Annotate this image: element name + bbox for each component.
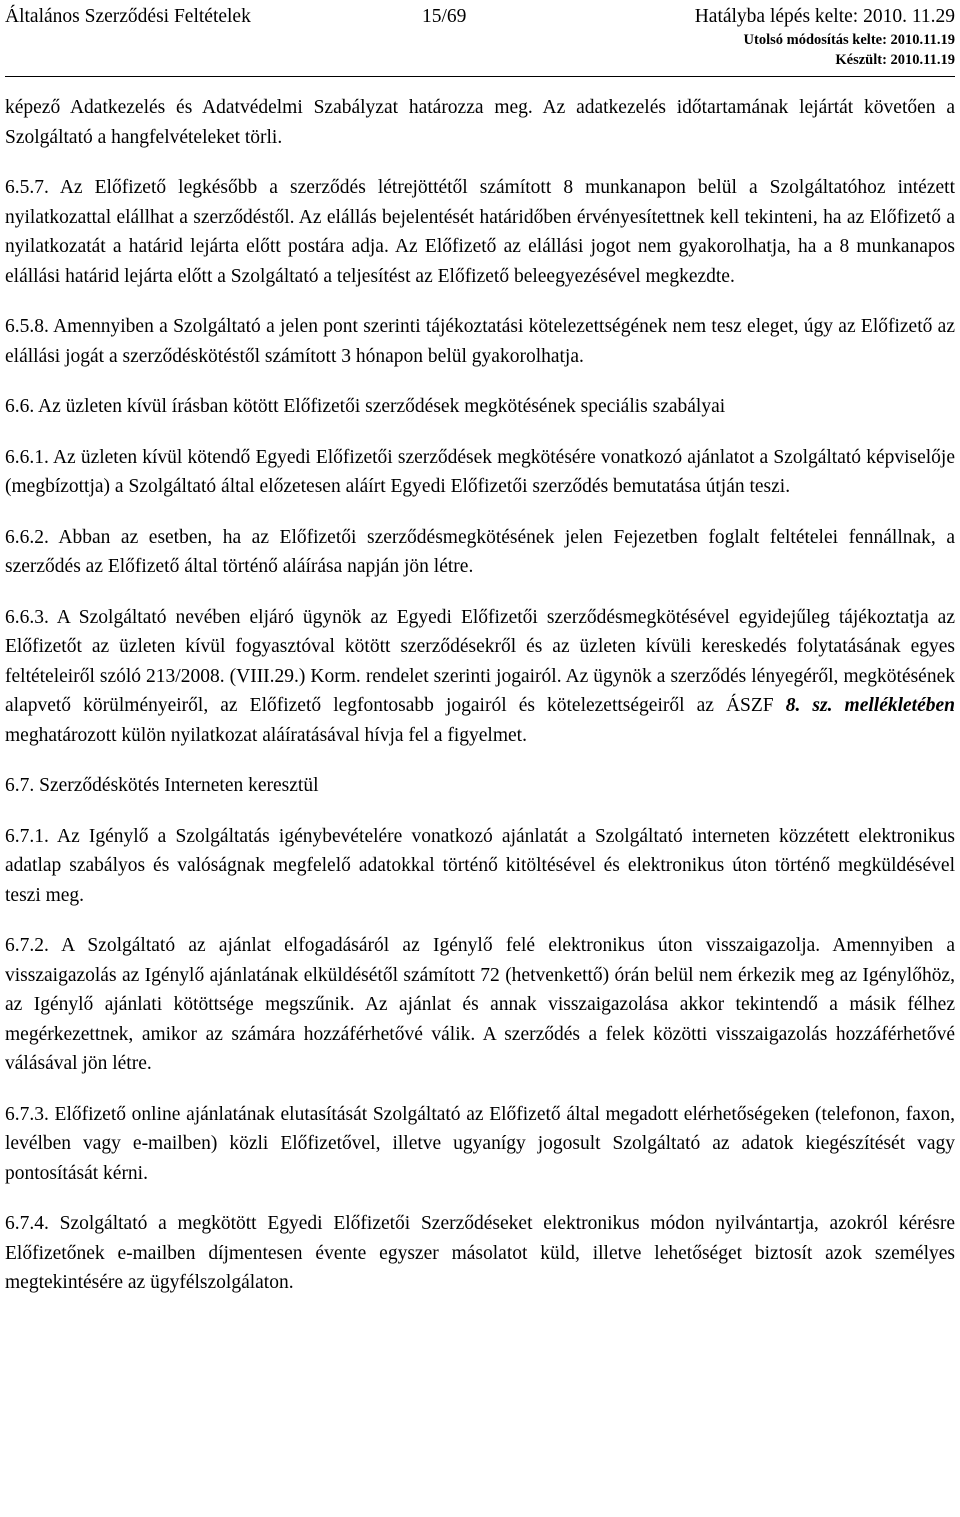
- annex-reference: 8. sz. mellékletében: [785, 695, 956, 716]
- paragraph-6-7-1: 6.7.1. Az Igénylő a Szolgáltatás igénybevételére vonatkozó ajánlatát a Szolgáltató interneten közzétett elektronikus adatlap szabályos és valóságnak megfelelő adatokkal történő kitöltésével és elektronikus úton történő megküldésével teszi meg.: [5, 825, 955, 906]
- paragraph-6-7-3: 6.7.3. Előfizető online ajánlatának elutasítását Szolgáltató az Előfizető által megadott elérhetőségeken (telefonon, faxon, levélben vagy e-mailben) közli Előfizetővel, illetve ugyanígy jogosult Szolgáltató az adatok kiegészítését vagy pontosítását kérni.: [5, 1103, 955, 1184]
- page-header: [5, 0, 955, 77]
- paragraph-6-5-7: 6.5.7. Az Előfizető legkésőbb a szerződés létrejöttétől számított 8 munkanapon belül a Szolgáltatóhoz intézett nyilatkozattal elállhat a szerződéstől. Az elállás bejelentését határidőben érvényesítettnek kell tekinteni, ha az Előfizető a nyilatkozatát a határid lejárta előtt postára adja. Az Előfizető az elállási jogot nem gyakorolhatja, ha a 8 munkanapos elállási határid lejárta előtt a Szolgáltató a teljesítést az Előfizető beleegyezésével megkezdte.: [5, 177, 955, 287]
- paragraph-6-6-3: [5, 603, 955, 751]
- section-heading-6-6: 6.6. Az üzleten kívül írásban kötött Előfizetői szerződések megkötésének speciális szabályai: [5, 396, 726, 417]
- page-number: 15/69: [422, 6, 467, 27]
- paragraph-6-7-4: 6.7.4. Szolgáltató a megkötött Egyedi Előfizetői Szerződéseket elektronikus módon nyilvántartja, azokról kérésre Előfizetőnek e-mailben díjmentesen évente egyszer másolatot küld, illetve lehetőséget biztosít azok személyes megtekintésére az ügyfélszolgálaton.: [5, 1213, 955, 1293]
- section-heading-6-7: 6.7. Szerződéskötés Interneten keresztül: [5, 775, 319, 796]
- paragraph-6-6-2: 6.6.2. Abban az esetben, ha az Előfizetői szerződésmegkötésének jelen Fejezetben foglalt feltételei fennállnak, a szerződés az Előfizető által történő aláírása napján jön létre.: [5, 526, 955, 577]
- last-modified-date: Utolsó módosítás kelte: 2010.11.19: [743, 32, 955, 48]
- effective-date: Hatályba lépés kelte: 2010. 11.29: [694, 6, 955, 27]
- prepared-date: Készült: 2010.11.19: [835, 52, 955, 68]
- paragraph-continuation: képező Adatkezelés és Adatvédelmi Szabályzat határozza meg. Az adatkezelés időtartamának lejártát követően a Szolgáltató a hangfelvételeket törli.: [5, 97, 955, 148]
- paragraph-6-6-3-text: 6.6.3. A Szolgáltató nevében eljáró ügynök az Egyedi Előfizetői szerződésmegkötésével egyidejűleg tájékoztatja az Előfizetőt az üzleten kívül fogyasztóval kötött szerződésekről és az üzleten kívüli kereskedés folytatásának egyes feltételeiről szóló 213/2008. (VIII.29.) Korm. rendelet szerinti jogairól. Az ügynök a szerződés lényegéről, megkötésének alapvető körülményeiről, az Előfizető legfontosabb jogairól és kötelezettségeiről az ÁSZF: [5, 606, 955, 716]
- document-body: [5, 85, 955, 1319]
- paragraph-6-6-3-tail: meghatározott külön nyilatkozat aláíratásával hívja fel a figyelmet.: [5, 724, 527, 746]
- paragraph-6-7-2: 6.7.2. A Szolgáltató az ajánlat elfogadásáról az Igénylő felé elektronikus úton visszaigazolja. Amennyiben a visszaigazolás az Igénylő ajánlatának elküldésétől számított 72 (hetvenkettő) órán belül nem érkezik meg az Igénylőhöz, az Igénylő ajánlati kötöttsége megszűnik. Az ajánlat és annak visszaigazolása akkor tekintendő a másik félhez megérkezettnek, amikor az számára hozzáférhetővé válik. A szerződés a felek közötti visszaigazolás hozzáférhetővé válásával jön létre.: [5, 935, 955, 1074]
- paragraph-6-6-1: 6.6.1. Az üzleten kívül kötendő Egyedi Előfizetői szerződések megkötésére vonatkozó ajánlatot a Szolgáltató képviselője (megbízottja) a Szolgáltató által előzetesen aláírt Egyedi Előfizetői szerződés bemutatása útján teszi.: [5, 446, 955, 497]
- paragraph-6-5-8: 6.5.8. Amennyiben a Szolgáltató a jelen pont szerinti tájékoztatási kötelezettségének nem tesz eleget, úgy az Előfizető az elállási jogát a szerződéskötéstől számított 3 hónapon belül gyakorolhatja.: [5, 316, 955, 367]
- document-title: Általános Szerződési Feltételek: [5, 6, 251, 27]
